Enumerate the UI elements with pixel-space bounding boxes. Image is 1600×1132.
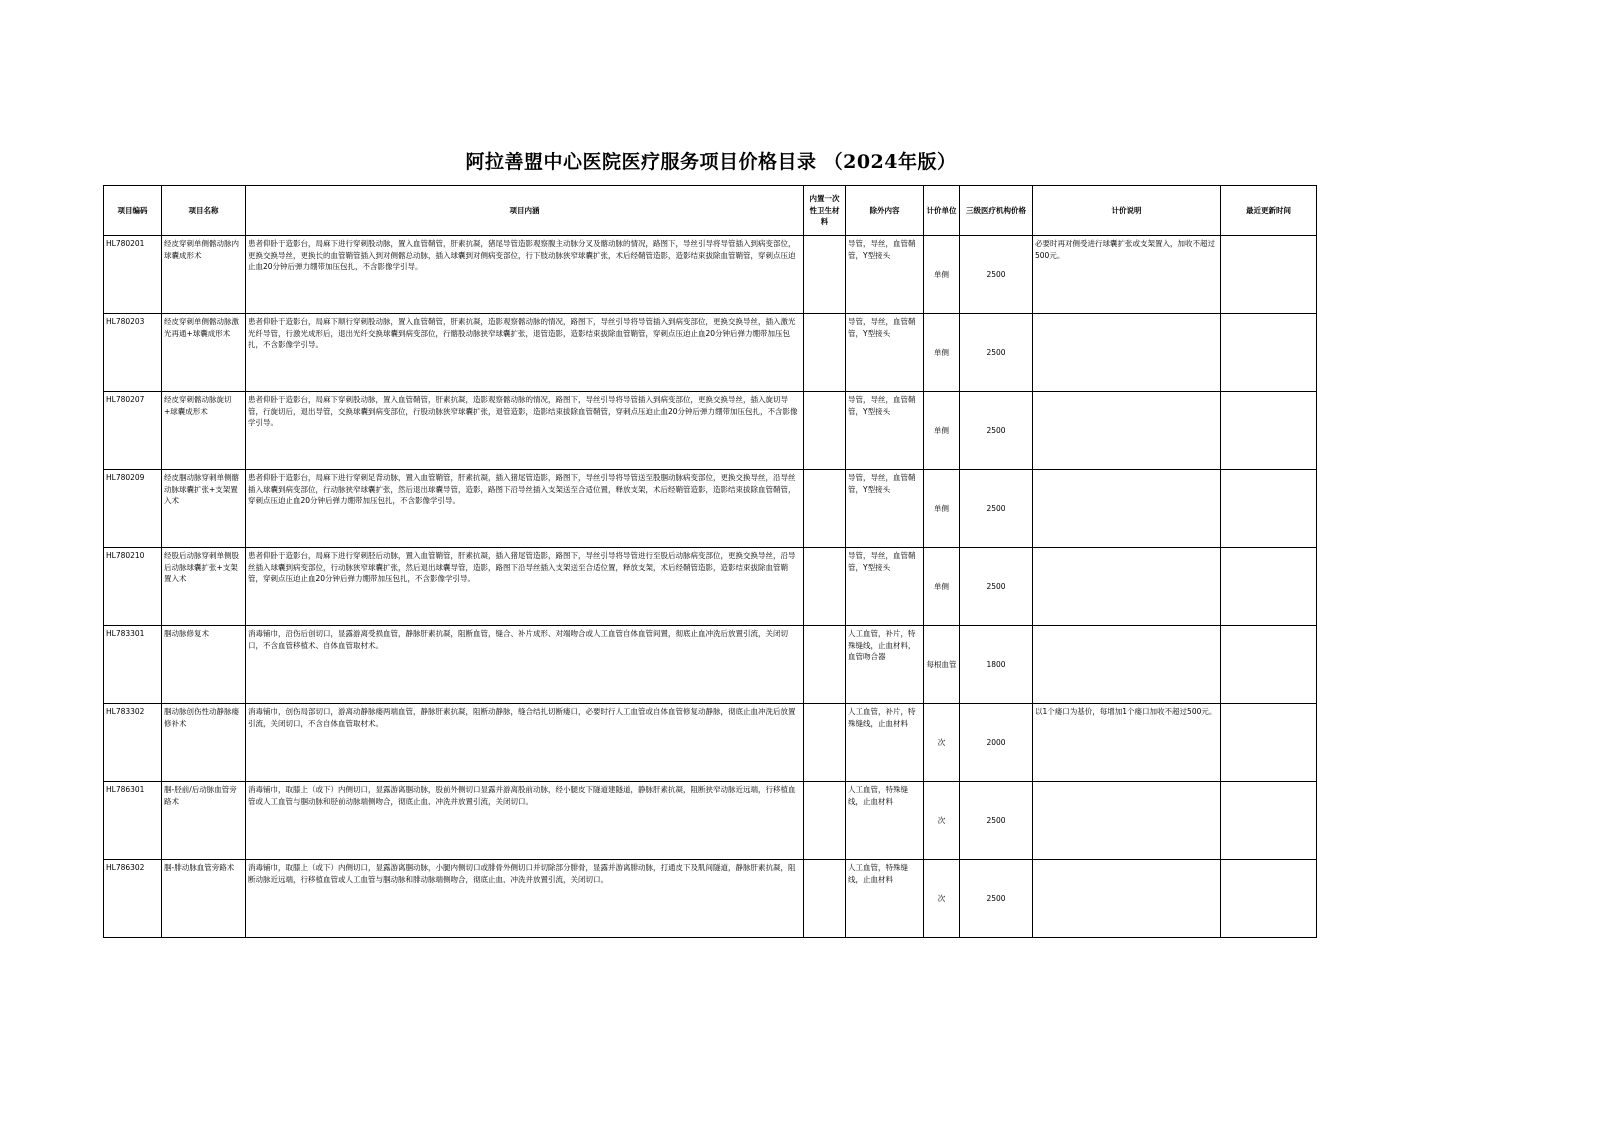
cell-price: 1800 [960,626,1033,704]
cell-price: 2500 [960,860,1033,938]
header-excluded: 除外内容 [846,186,924,236]
table-row [104,626,1317,704]
cell-excluded: 导管，导丝，血管鞘管，Y型接头 [846,314,924,392]
table-row [104,782,1317,860]
cell-code: HL780207 [104,392,162,470]
cell-name: 腘动脉修复术 [162,626,246,704]
cell-material [804,626,846,704]
cell-price: 2500 [960,236,1033,314]
header-updated: 最近更新时间 [1221,186,1317,236]
cell-note [1033,470,1221,548]
cell-price: 2500 [960,548,1033,626]
cell-price: 2500 [960,470,1033,548]
table-row [104,236,1317,314]
header-row [104,186,1317,236]
table-row [104,470,1317,548]
cell-material [804,782,846,860]
cell-updated [1221,314,1317,392]
cell-unit: 单侧 [924,470,960,548]
header-content: 项目内涵 [246,186,804,236]
cell-unit: 单侧 [924,236,960,314]
cell-name: 腘动脉创伤性动静脉瘘修补术 [162,704,246,782]
cell-code: HL780201 [104,236,162,314]
page-title: 阿拉善盟中心医院医疗服务项目价格目录 （2024年版） [465,151,957,173]
header-unit: 计价单位 [924,186,960,236]
cell-excluded: 人工血管，特殊缝线，止血材料 [846,782,924,860]
cell-excluded: 导管，导丝，血管鞘管，Y型接头 [846,392,924,470]
cell-name: 经皮穿刺髂动脉旋切+球囊成形术 [162,392,246,470]
cell-content: 患者仰卧于造影台，局麻下顺行穿刺股动脉，置入血管鞘管，肝素抗凝，造影观察髂动脉的情况，路图下，导丝引导将导管插入到病变部位，更换交换导丝，插入激光光纤导管，行激光成形后，退出光纤交换球囊到病变部位，行髂股动脉狭窄球囊扩张，退管造影，造影结束拔除血管鞘管，穿刺点压迫止血20分钟后弹力绷带加压包扎，不含影像学引导。 [246,314,804,392]
cell-code: HL780209 [104,470,162,548]
cell-unit: 单侧 [924,392,960,470]
cell-content: 患者仰卧于造影台，局麻下穿刺股动脉，置入血管鞘管，肝素抗凝，造影观察髂动脉的情况，路图下，导丝引导将导管插入到病变部位，更换交换导丝，插入旋切导管，行旋切后，退出导管，交换球囊到病变部位，行股动脉狭窄球囊扩张，退管造影，造影结束拔除血管鞘管，穿刺点压迫止血20分钟后弹力绷带加压包扎，不含影像学引导。 [246,392,804,470]
cell-material [804,704,846,782]
cell-updated [1221,704,1317,782]
cell-content: 消毒铺巾，沿伤后创切口，显露游离受损血管，静脉肝素抗凝，阻断血管，缝合、补片成形、对端吻合或人工血管自体血管间置，彻底止血冲洗后放置引流，关闭切口，不含血管移植术、自体血管取材术。 [246,626,804,704]
cell-name: 腘-胫前/后动脉血管旁路术 [162,782,246,860]
cell-note [1033,314,1221,392]
cell-material [804,314,846,392]
header-material: 内置一次性卫生材料 [804,186,846,236]
table-row [104,860,1317,938]
cell-excluded: 人工血管，补片，特殊缝线，止血材料 [846,704,924,782]
cell-name: 经皮腘动脉穿刺单侧髂动脉球囊扩张+支架置入术 [162,470,246,548]
cell-content: 消毒铺巾，创伤局部切口，游离动静脉瘘两端血管，静脉肝素抗凝，阻断动静脉，缝合结扎切断瘘口，必要时行人工血管或自体血管修复动静脉，彻底止血冲洗后放置引流，关闭切口，不含自体血管取材术。 [246,704,804,782]
cell-content: 患者仰卧于造影台，局麻下进行穿刺股动脉，置入血管鞘管，肝素抗凝，猪尾导管造影观察腹主动脉分叉及髂动脉的情况，路图下，导丝引导将导管插入到病变部位，更换交换导丝，更换长的血管鞘管插入到对侧髂总动脉，插入球囊到对侧病变部位，行下肢动脉狭窄球囊扩张，术后经鞘管造影，造影结束拔除血管鞘管，穿刺点压迫止血20分钟后弹力绷带加压包扎，不含影像学引导。 [246,236,804,314]
cell-code: HL783302 [104,704,162,782]
cell-material [804,470,846,548]
cell-content: 消毒铺巾，取膝上（或下）内侧切口，显露游离腘动脉，小腿内侧切口或腓骨外侧切口并切除部分腓骨，显露并游离腓动脉，打通皮下及肌间隧道，静脉肝素抗凝，阻断动脉近远端，行移植血管或人工血管与腘动脉和腓动脉端侧吻合，彻底止血、冲洗并放置引流，关闭切口。 [246,860,804,938]
cell-price: 2000 [960,704,1033,782]
table-row [104,392,1317,470]
cell-material [804,392,846,470]
cell-note [1033,626,1221,704]
cell-updated [1221,470,1317,548]
cell-material [804,860,846,938]
cell-price: 2500 [960,392,1033,470]
cell-unit: 次 [924,704,960,782]
header-name: 项目名称 [162,186,246,236]
cell-price: 2500 [960,782,1033,860]
cell-note [1033,548,1221,626]
cell-note: 以1个瘘口为基价，每增加1个瘘口加收不超过500元。 [1033,704,1221,782]
cell-code: HL780210 [104,548,162,626]
cell-name: 经股后动脉穿刺单侧股后动脉球囊扩张+支架置入术 [162,548,246,626]
cell-excluded: 导管，导丝，血管鞘管，Y型接头 [846,236,924,314]
cell-code: HL786301 [104,782,162,860]
cell-excluded: 导管，导丝，血管鞘管，Y型接头 [846,548,924,626]
cell-code: HL783301 [104,626,162,704]
cell-code: HL786302 [104,860,162,938]
cell-updated [1221,548,1317,626]
price-table [103,185,1317,938]
cell-material [804,548,846,626]
cell-name: 经皮穿刺单侧髂动脉内球囊成形术 [162,236,246,314]
cell-updated [1221,860,1317,938]
cell-note [1033,782,1221,860]
cell-updated [1221,626,1317,704]
cell-updated [1221,392,1317,470]
cell-unit: 次 [924,782,960,860]
cell-excluded: 导管，导丝，血管鞘管，Y型接头 [846,470,924,548]
cell-note [1033,392,1221,470]
table-row [104,314,1317,392]
cell-price: 2500 [960,314,1033,392]
cell-updated [1221,782,1317,860]
cell-unit: 次 [924,860,960,938]
header-note: 计价说明 [1033,186,1221,236]
cell-content: 患者仰卧于造影台，局麻下进行穿刺胫后动脉，置入血管鞘管，肝素抗凝，插入猪尾管造影，路图下，导丝引导将导管进行至股后动脉病变部位，更换交换导丝，沿导丝插入球囊到病变部位，行动脉狭窄球囊扩张，然后退出球囊导管，造影，路图下沿导丝插入支架送至合适位置，释放支架，术后经鞘管造影，造影结束拔除血管鞘管，穿刺点压迫止血20分钟后弹力绷带加压包扎，不含影像学引导。 [246,548,804,626]
cell-note [1033,860,1221,938]
cell-content: 消毒铺巾，取膝上（或下）内侧切口，显露游离腘动脉，股前外侧切口显露并游离股前动脉，经小腿皮下隧道建隧道，静脉肝素抗凝，阻断狭窄动脉近远端，行移植血管或人工血管与腘动脉和胫前动脉端侧吻合，彻底止血、冲洗并放置引流，关闭切口。 [246,782,804,860]
cell-name: 腘-腓动脉血管旁路术 [162,860,246,938]
cell-unit: 单侧 [924,548,960,626]
cell-note: 必要时再对侧受进行球囊扩张或支架置入，加收不超过500元。 [1033,236,1221,314]
header-price: 三级医疗机构价格 [960,186,1033,236]
cell-material [804,236,846,314]
cell-excluded: 人工血管，补片，特殊缝线，止血材料，血管吻合器 [846,626,924,704]
cell-code: HL780203 [104,314,162,392]
cell-content: 患者仰卧于造影台，局麻下进行穿刺足背动脉，置入血管鞘管，肝素抗凝，插入猪尾管造影，路图下，导丝引导将导管送至股腘动脉病变部位，更换交换导丝，沿导丝插入球囊到病变部位，行动脉狭窄球囊扩张，然后退出球囊导管，造影，路图下沿导丝插入支架送至合适位置，释放支架，术后经鞘管造影，造影结束拔除血管鞘管，穿刺点压迫止血20分钟后弹力绷带加压包扎，不含影像学引导。 [246,470,804,548]
cell-unit: 每根血管 [924,626,960,704]
cell-updated [1221,236,1317,314]
table-row [104,704,1317,782]
cell-name: 经皮穿刺单侧髂动脉激光再通+球囊成形术 [162,314,246,392]
table-row [104,548,1317,626]
cell-unit: 单侧 [924,314,960,392]
cell-excluded: 人工血管，特殊缝线，止血材料 [846,860,924,938]
header-code: 项目编码 [104,186,162,236]
